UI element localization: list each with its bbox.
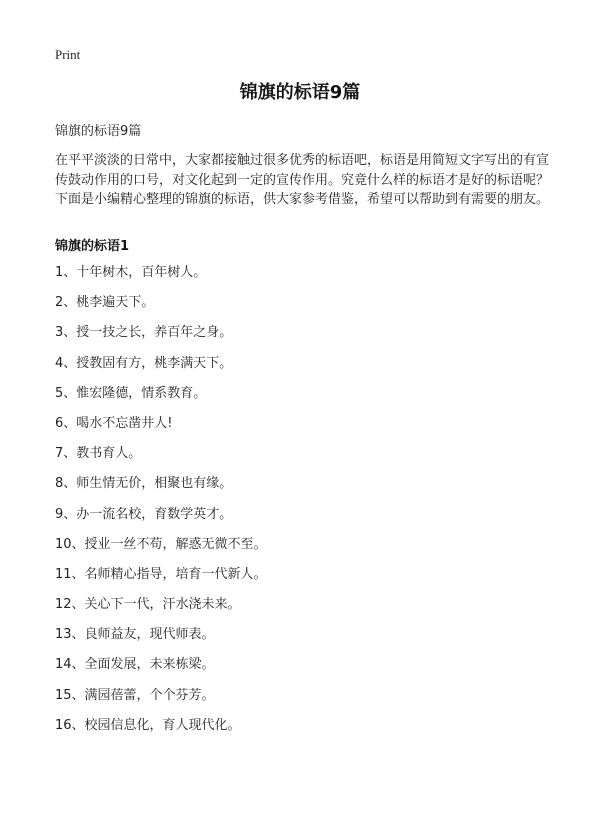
list-item: 8、师生情无价，相聚也有缘。 — [55, 476, 233, 492]
list-item: 5、惟宏隆德，情系教育。 — [55, 385, 207, 401]
list-item: 10、授业一丝不苟，解惑无微不至。 — [55, 536, 267, 552]
list-item: 3、授一技之长，养百年之身。 — [55, 325, 233, 341]
print-link[interactable]: Print — [55, 47, 81, 62]
list-item: 11、名师精心指导，培育一代新人。 — [55, 566, 267, 582]
list-item: 9、办一流名校，育数学英才。 — [55, 506, 233, 522]
list-item: 6、喝水不忘凿井人! — [55, 415, 173, 431]
list-item: 15、满园蓓蕾，个个芬芳。 — [55, 687, 215, 703]
section-heading: 锦旗的标语1 — [55, 239, 130, 254]
list-item: 7、教书育人。 — [55, 446, 142, 462]
list-item: 4、授教固有方，桃李满天下。 — [55, 355, 233, 371]
list-item: 14、全面发展，未来栋梁。 — [55, 657, 215, 673]
page-title: 锦旗的标语9篇 — [239, 82, 361, 103]
list-item: 2、桃李遍天下。 — [55, 295, 155, 311]
list-item: 12、关心下一代，汗水浇未来。 — [55, 597, 241, 613]
list-item: 1、十年树木，百年树人。 — [55, 265, 207, 280]
intro-paragraph: 在平平淡淡的日常中，大家都接触过很多优秀的标语吧，标语是用简短文字写出的有宣传鼓动作用的口号，对文化起到一定的宣传作用。究竟什么样的标语才是好的标语呢？下面是小编精心整理的锦旗的标语，供大家参考借鉴，希望可以帮助到有需要的朋友。 — [55, 153, 550, 207]
list-item: 13、良师益友，现代师表。 — [55, 627, 215, 643]
document-subtitle: 锦旗的标语9篇 — [55, 124, 142, 139]
slogan-list — [55, 264, 267, 747]
list-item: 16、校园信息化，育人现代化。 — [55, 717, 241, 733]
